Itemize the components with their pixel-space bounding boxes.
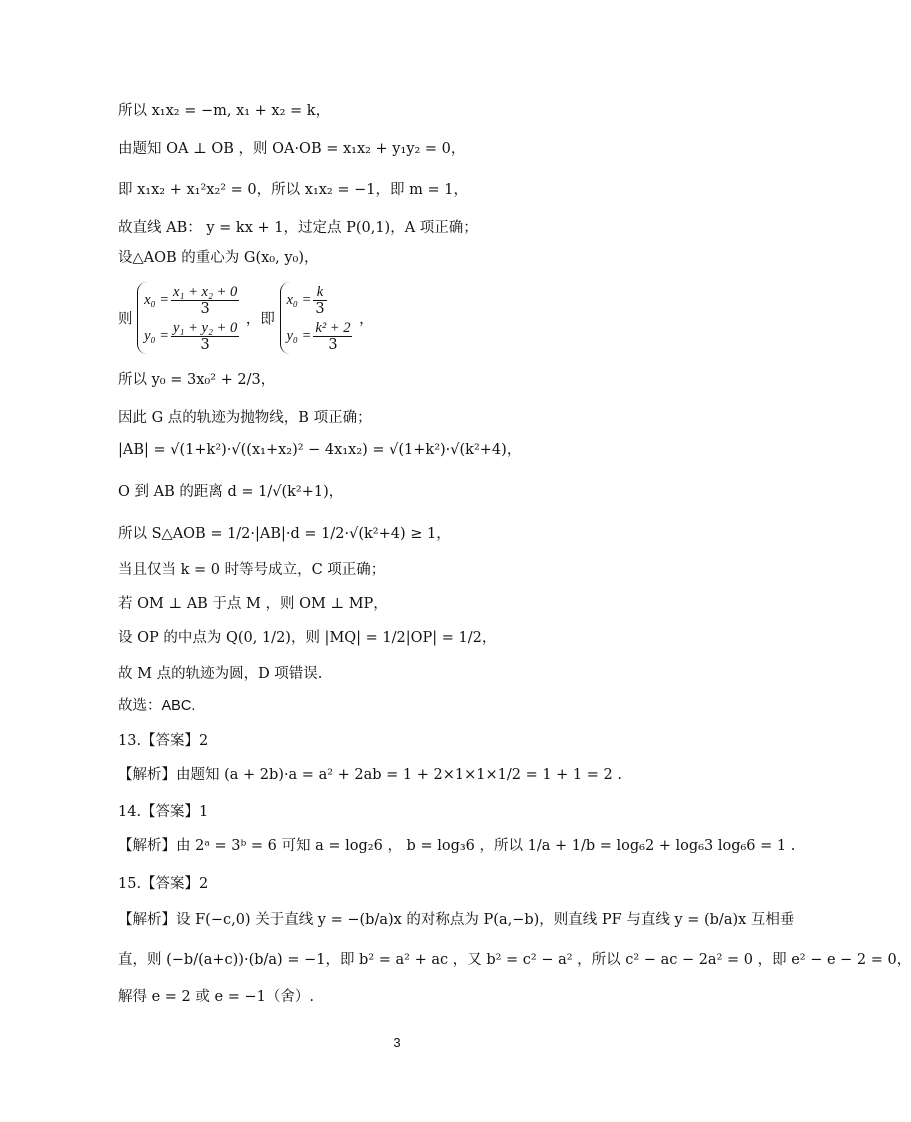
text-line: O 到 AB 的距离 d = 1/√(k²+1)， — [118, 484, 344, 500]
text-line: 即 x₁x₂ + x₁²x₂² = 0，所以 x₁x₂ = −1，即 m = 1， — [118, 182, 468, 198]
answer-heading: 15.【答案】2 — [118, 876, 209, 892]
text-line: |AB| = √(1+k²)·√((x₁+x₂)² − 4x₁x₂) = √(1+k²)·√(k²+4)， — [118, 442, 522, 458]
answer-heading: 14.【答案】1 — [118, 804, 209, 820]
text-line: 故 M 点的轨迹为圆，D 项错误. — [118, 666, 323, 682]
system-mid: ，即 — [245, 311, 275, 328]
equation-system — [118, 282, 374, 354]
text-line: 由题知 OA ⊥ OB ，则 OA·OB = x₁x₂ + y₁y₂ = 0， — [118, 141, 466, 157]
text-line: 当且仅当 k = 0 时等号成立，C 项正确； — [118, 562, 386, 578]
text-line: 所以 S△AOB = 1/2·|AB|·d = 1/2·√(k²+4) ≥ 1， — [118, 526, 451, 542]
page-number: 3 — [393, 1035, 401, 1050]
text-line: 所以 x₁x₂ = −m, x₁ + x₂ = k， — [118, 103, 331, 119]
text-line: 设 OP 的中点为 Q(0, 1/2)，则 |MQ| = 1/2|OP| = 1/2， — [118, 630, 497, 646]
answer-analysis: 解得 e = 2 或 e = −1（舍）. — [118, 989, 314, 1005]
fraction: $\frac{\text{k² + 2}}{3}$ — [315, 319, 351, 353]
system-tail: ， — [359, 311, 374, 328]
system-right: x₀ = $\frac{k}{3}$ y₀ = $\frac{\text{k² + 2}}{3}$ — [280, 282, 355, 354]
answer-heading: 13.【答案】2 — [118, 733, 209, 749]
text-line: 所以 y₀ = 3x₀² + 2/3， — [118, 372, 276, 388]
system-left: x₀ = $\frac{\text{x₁ + x₂ + 0}}{3}$ y₀ = $\frac{\text{y₁ + y₂ + 0}}{3}$ — [137, 282, 241, 354]
fraction: $\frac{\text{x₁ + x₂ + 0}}{3}$ — [173, 283, 238, 317]
system-lead: 则 — [118, 311, 133, 328]
fraction: $\frac{\text{y₁ + y₂ + 0}}{3}$ — [173, 319, 238, 353]
answer-analysis: 【解析】由题知 (a + 2b)·a = a² + 2ab = 1 + 2×1×1×1/2 = 1 + 1 = 2 . — [118, 767, 622, 783]
text-line: 若 OM ⊥ AB 于点 M ，则 OM ⊥ MP， — [118, 596, 388, 612]
fraction: $\frac{k}{3}$ — [315, 283, 325, 317]
answer-analysis: 【解析】设 F(−c,0) 关于直线 y = −(b/a)x 的对称点为 P(a,−b)，则直线 PF 与直线 y = (b/a)x 互相垂 — [118, 912, 795, 928]
text-line: 因此 G 点的轨迹为抛物线，B 项正确； — [118, 410, 372, 426]
text-line: 故直线 AB： y = kx + 1，过定点 P(0,1)，A 项正确； — [118, 220, 478, 236]
answer-analysis: 直，则 (−b/(a+c))·(b/a) = −1，即 b² = a² + ac ，又 b² = c² − a² ，所以 c² − ac − 2a² = 0 ，即 e² − e − 2 = 0， — [118, 952, 911, 968]
text-line: 故选：ABC. — [118, 698, 196, 714]
answer-analysis: 【解析】由 2ᵃ = 3ᵇ = 6 可知 a = log₂6 ， b = log₃6 ，所以 1/a + 1/b = log₆2 + log₆3 log₆6 = 1 . — [118, 838, 796, 854]
text-line: 设△AOB 的重心为 G(x₀, y₀)， — [118, 250, 319, 266]
